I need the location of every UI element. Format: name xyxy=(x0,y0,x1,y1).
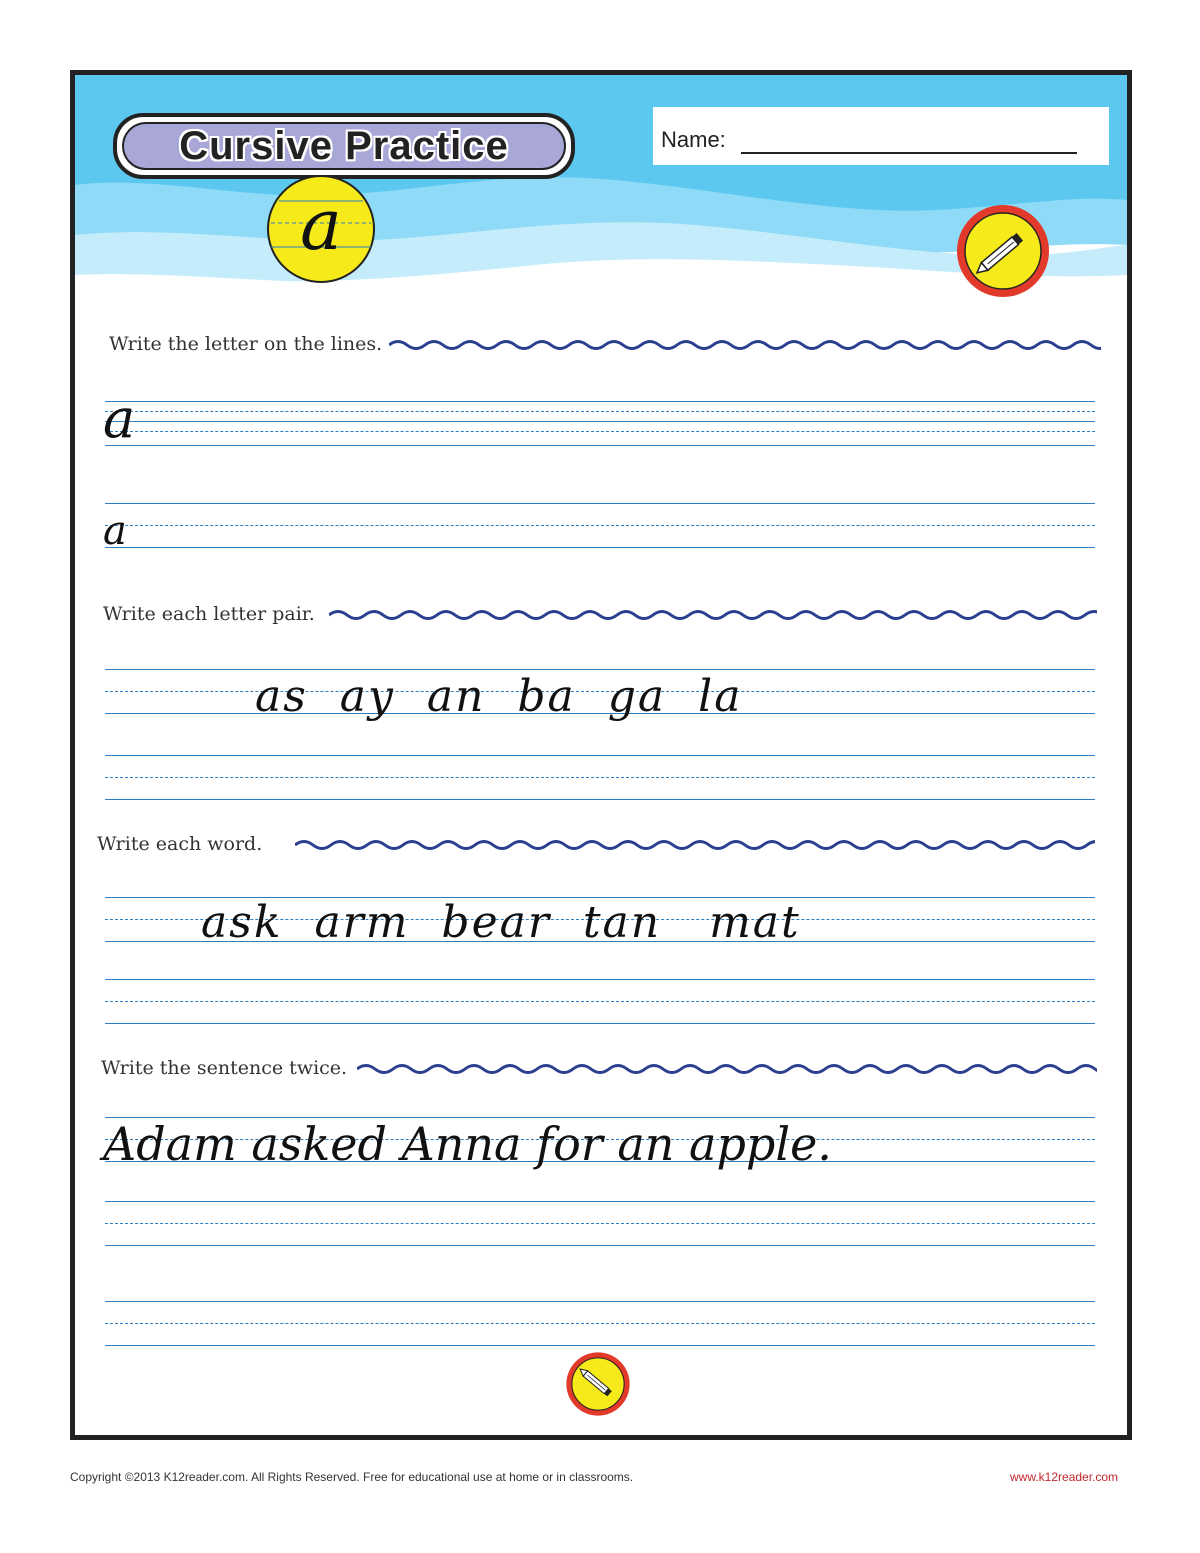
words-example: ask arm bear tan mat xyxy=(201,897,801,948)
pencil-badge-bottom xyxy=(565,1351,631,1417)
guide-lines[interactable] xyxy=(105,755,1095,815)
wave-divider xyxy=(329,608,1097,622)
wave-divider xyxy=(357,1062,1097,1076)
instruction-pairs: Write each letter pair. xyxy=(103,603,315,625)
title-badge xyxy=(113,113,575,179)
name-field-box xyxy=(653,107,1109,165)
pencil-badge-top xyxy=(955,203,1051,299)
guide-lines[interactable] xyxy=(105,401,1095,461)
letter-pairs-example: as ay an ba ga la xyxy=(255,671,743,722)
featured-letter: a xyxy=(300,184,342,266)
instruction-sentence: Write the sentence twice. xyxy=(101,1057,348,1079)
wave-divider xyxy=(295,838,1095,852)
name-input-line[interactable] xyxy=(741,152,1077,154)
instruction-words: Write each word. xyxy=(97,833,263,855)
worksheet xyxy=(70,70,1132,1440)
instruction-letters: Write the letter on the lines. xyxy=(109,333,383,355)
featured-letter-badge xyxy=(265,173,377,285)
sentence-example: Adam asked Anna for an apple. xyxy=(103,1117,832,1171)
letter-lower: a xyxy=(103,508,127,554)
page-title: Cursive Practice xyxy=(179,123,509,168)
site-link[interactable]: www.k12reader.com xyxy=(1010,1470,1119,1484)
wave-divider xyxy=(389,338,1101,352)
guide-lines[interactable] xyxy=(105,1201,1095,1261)
name-label: Name: xyxy=(661,127,726,152)
letter-upper: a xyxy=(103,387,136,450)
copyright-text: Copyright ©2013 K12reader.com. All Rights Reserved. Free for educational use at home or in classrooms. xyxy=(70,1470,634,1484)
guide-lines[interactable] xyxy=(105,979,1095,1039)
guide-lines[interactable] xyxy=(105,503,1095,563)
